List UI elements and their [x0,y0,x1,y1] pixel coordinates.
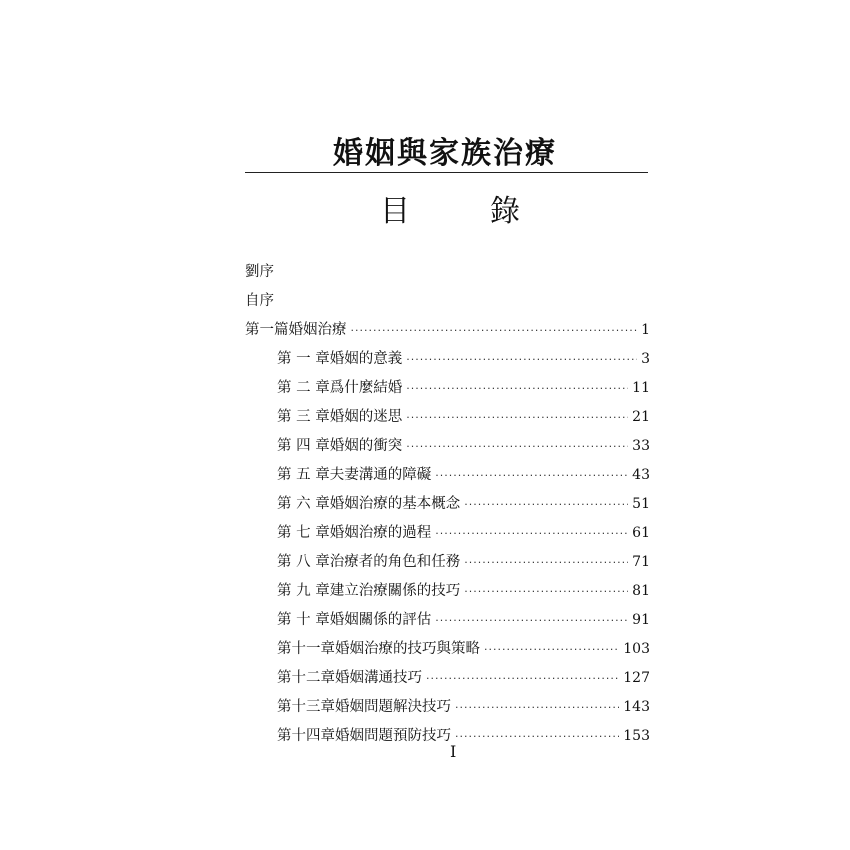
toc-chapter-row [245,722,650,751]
dot-leader [351,316,638,345]
dot-leader [406,374,628,403]
page-number: 127 [623,670,650,686]
dot-leader [484,635,619,664]
dot-leader [464,548,628,577]
chapter-number: 第 八 章 [277,554,330,570]
chapter-title: 婚姻問題解決技巧 [335,699,451,715]
chapter-number: 第 二 章 [277,380,330,396]
chapter-title: 夫妻溝通的障礙 [329,467,432,483]
dot-leader [464,577,628,606]
part-number: 第一篇 [245,322,289,338]
page-number: 103 [623,641,650,657]
dot-leader [455,693,619,722]
chapter-number: 第 四 章 [277,438,330,454]
chapter-title: 婚姻治療的過程 [329,525,432,541]
page-number: 43 [632,467,650,483]
toc-chapter-row [245,519,650,548]
part-title: 婚姻治療 [288,322,347,338]
page-number: 61 [632,525,650,541]
chapter-number: 第 五 章 [277,467,330,483]
toc-preface-2 [245,287,650,316]
toc-chapter-row [245,693,650,722]
dot-leader [435,519,628,548]
chapter-list [245,345,650,751]
chapter-title: 婚姻的衝突 [329,438,403,454]
chapter-title: 婚姻溝通技巧 [335,670,422,686]
chapter-number: 第十三章 [277,699,335,715]
chapter-number: 第 九 章 [277,583,330,599]
chapter-number: 第 六 章 [277,496,330,512]
toc-preface-1 [245,258,650,287]
book-title: 婚姻與家族治療 [333,136,557,171]
dot-leader [464,490,628,519]
chapter-title: 治療者的角色和任務 [329,554,461,570]
toc-heading-char-1: 目 [380,194,410,229]
page-number: 91 [632,612,650,628]
toc-part-row [245,316,650,345]
dot-leader [426,664,619,693]
page-number: 71 [632,554,650,570]
dot-leader [406,345,637,374]
toc-heading [380,186,520,230]
chapter-number: 第十四章 [277,728,335,744]
toc-chapter-row [245,461,650,490]
chapter-number: 第 十 章 [277,612,330,628]
chapter-title: 婚姻關係的評估 [329,612,432,628]
table-of-contents [245,258,650,751]
chapter-number: 第十二章 [277,670,335,686]
chapter-title: 婚姻的迷思 [329,409,403,425]
chapter-title: 婚姻問題預防技巧 [335,728,451,744]
chapter-title: 建立治療關係的技巧 [329,583,461,599]
chapter-title: 爲什麼結婚 [329,380,403,396]
dot-leader [435,606,628,635]
dot-leader [406,403,628,432]
page-number: 33 [632,438,650,454]
preface-title: 劉序 [245,264,274,280]
dot-leader [406,432,628,461]
page-number: 3 [641,351,650,367]
chapter-title: 婚姻治療的技巧與策略 [335,641,480,657]
toc-heading-char-2: 錄 [490,194,520,229]
page-number: 1 [641,322,650,338]
toc-chapter-row [245,490,650,519]
dot-leader [455,722,619,751]
page-number: 81 [632,583,650,599]
toc-chapter-row [245,664,650,693]
toc-chapter-row [245,374,650,403]
chapter-number: 第 一 章 [277,351,330,367]
preface-title: 自序 [245,293,274,309]
title-rule [245,172,648,173]
page-number: 21 [632,409,650,425]
chapter-number: 第 三 章 [277,409,330,425]
toc-chapter-row [245,345,650,374]
page-number: 11 [632,380,650,396]
chapter-title: 婚姻的意義 [329,351,403,367]
toc-chapter-row [245,606,650,635]
page-number: 153 [623,728,650,744]
toc-chapter-row [245,548,650,577]
page-number: 143 [623,699,650,715]
toc-chapter-row [245,635,650,664]
toc-chapter-row [245,432,650,461]
page-number: 51 [632,496,650,512]
dot-leader [435,461,628,490]
chapter-number: 第 七 章 [277,525,330,541]
toc-chapter-row [245,403,650,432]
chapter-title: 婚姻治療的基本概念 [329,496,461,512]
folio-page-number: I [450,742,457,761]
chapter-number: 第十一章 [277,641,335,657]
toc-chapter-row [245,577,650,606]
